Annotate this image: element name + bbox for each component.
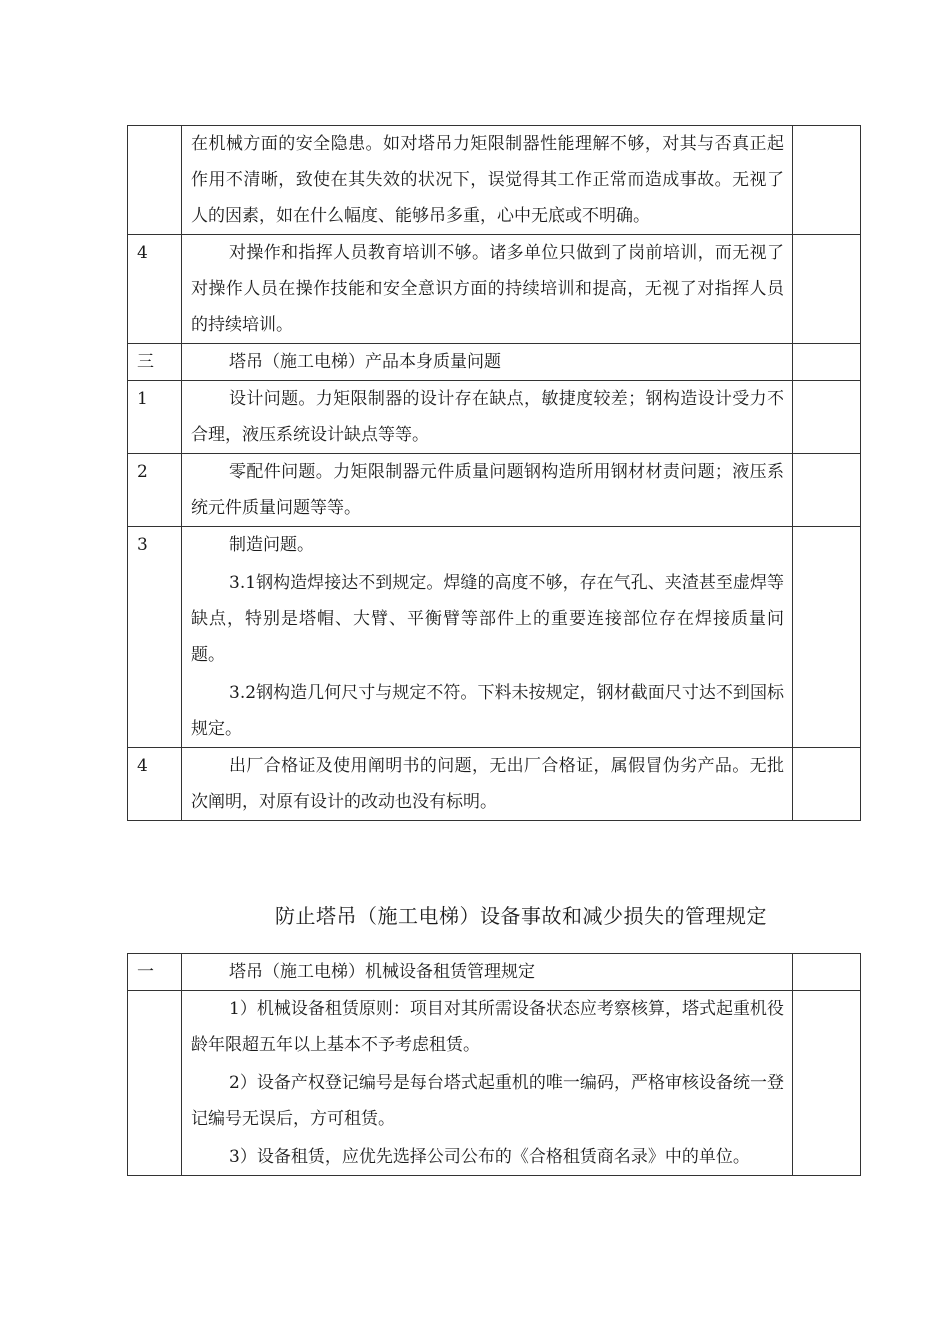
paragraph: 制造问题。 bbox=[229, 535, 314, 555]
table-row bbox=[128, 991, 861, 1176]
row-remark bbox=[793, 954, 861, 991]
content-table-2 bbox=[127, 953, 861, 1176]
row-number: 3 bbox=[128, 527, 182, 748]
row-text bbox=[182, 126, 793, 235]
paragraph: 对操作和指挥人员教育培训不够。诸多单位只做到了岗前培训，而无视了对操作人员在操作技能和安全意识方面的持续培训和提高，无视了对指挥人员的持续培训。 bbox=[191, 243, 784, 335]
table-row bbox=[128, 344, 861, 381]
row-remark bbox=[793, 991, 861, 1176]
row-number bbox=[128, 991, 182, 1176]
paragraph: 3.1钢构造焊接达不到规定。焊缝的高度不够，存在气孔、夹渣甚至虚焊等缺点，特别是塔帽、大臂、平衡臂等部件上的重要连接部位存在焊接质量问题。 bbox=[191, 573, 784, 665]
row-text bbox=[182, 991, 793, 1176]
table-row bbox=[128, 748, 861, 821]
paragraph: 设计问题。力矩限制器的设计存在缺点，敏捷度较差；钢构造设计受力不合理，液压系统设计缺点等等。 bbox=[191, 389, 784, 445]
table-row bbox=[128, 235, 861, 344]
row-text bbox=[182, 748, 793, 821]
row-number: 4 bbox=[128, 235, 182, 344]
row-number: 2 bbox=[128, 454, 182, 527]
row-text bbox=[182, 381, 793, 454]
table-row bbox=[128, 381, 861, 454]
row-number: 1 bbox=[128, 381, 182, 454]
row-text bbox=[182, 344, 793, 381]
row-text bbox=[182, 954, 793, 991]
table-row bbox=[128, 527, 861, 748]
row-remark bbox=[793, 235, 861, 344]
row-remark bbox=[793, 126, 861, 235]
row-remark bbox=[793, 454, 861, 527]
row-number: 4 bbox=[128, 748, 182, 821]
paragraph: 塔吊（施工电梯）产品本身质量问题 bbox=[229, 352, 501, 372]
paragraph: 塔吊（施工电梯）机械设备租赁管理规定 bbox=[229, 962, 535, 982]
row-remark bbox=[793, 527, 861, 748]
section-title: 防止塔吊（施工电梯）设备事故和减少损失的管理规定 bbox=[275, 904, 767, 928]
paragraph: 零配件问题。力矩限制器元件质量问题钢构造所用钢材材责问题；液压系统元件质量问题等等。 bbox=[191, 462, 784, 518]
row-remark bbox=[793, 748, 861, 821]
row-text bbox=[182, 527, 793, 748]
paragraph: 3）设备租赁，应优先选择公司公布的《合格租赁商名录》中的单位。 bbox=[229, 1147, 750, 1167]
row-number: 一 bbox=[128, 954, 182, 991]
row-remark bbox=[793, 381, 861, 454]
row-number bbox=[128, 126, 182, 235]
paragraph: 出厂合格证及使用阐明书的问题，无出厂合格证，属假冒伪劣产品。无批次阐明，对原有设计的改动也没有标明。 bbox=[191, 756, 784, 812]
paragraph: 2）设备产权登记编号是每台塔式起重机的唯一编码，严格审核设备统一登记编号无误后，方可租赁。 bbox=[191, 1073, 784, 1129]
table-row bbox=[128, 126, 861, 235]
row-number: 三 bbox=[128, 344, 182, 381]
content-table-1 bbox=[127, 125, 861, 821]
table-row bbox=[128, 454, 861, 527]
table-row bbox=[128, 954, 861, 991]
paragraph: 在机械方面的安全隐患。如对塔吊力矩限制器性能理解不够，对其与否真正起作用不清晰，致使在其失效的状况下，误觉得其工作正常而造成事故。无视了人的因素，如在什么幅度、能够吊多重，心中无底或不明确。 bbox=[191, 134, 784, 226]
paragraph: 3.2钢构造几何尺寸与规定不符。下料未按规定，钢材截面尺寸达不到国标规定。 bbox=[191, 683, 784, 739]
row-remark bbox=[793, 344, 861, 381]
row-text bbox=[182, 454, 793, 527]
row-text bbox=[182, 235, 793, 344]
paragraph: 1）机械设备租赁原则：项目对其所需设备状态应考察核算，塔式起重机役龄年限超五年以上基本不予考虑租赁。 bbox=[191, 999, 784, 1055]
